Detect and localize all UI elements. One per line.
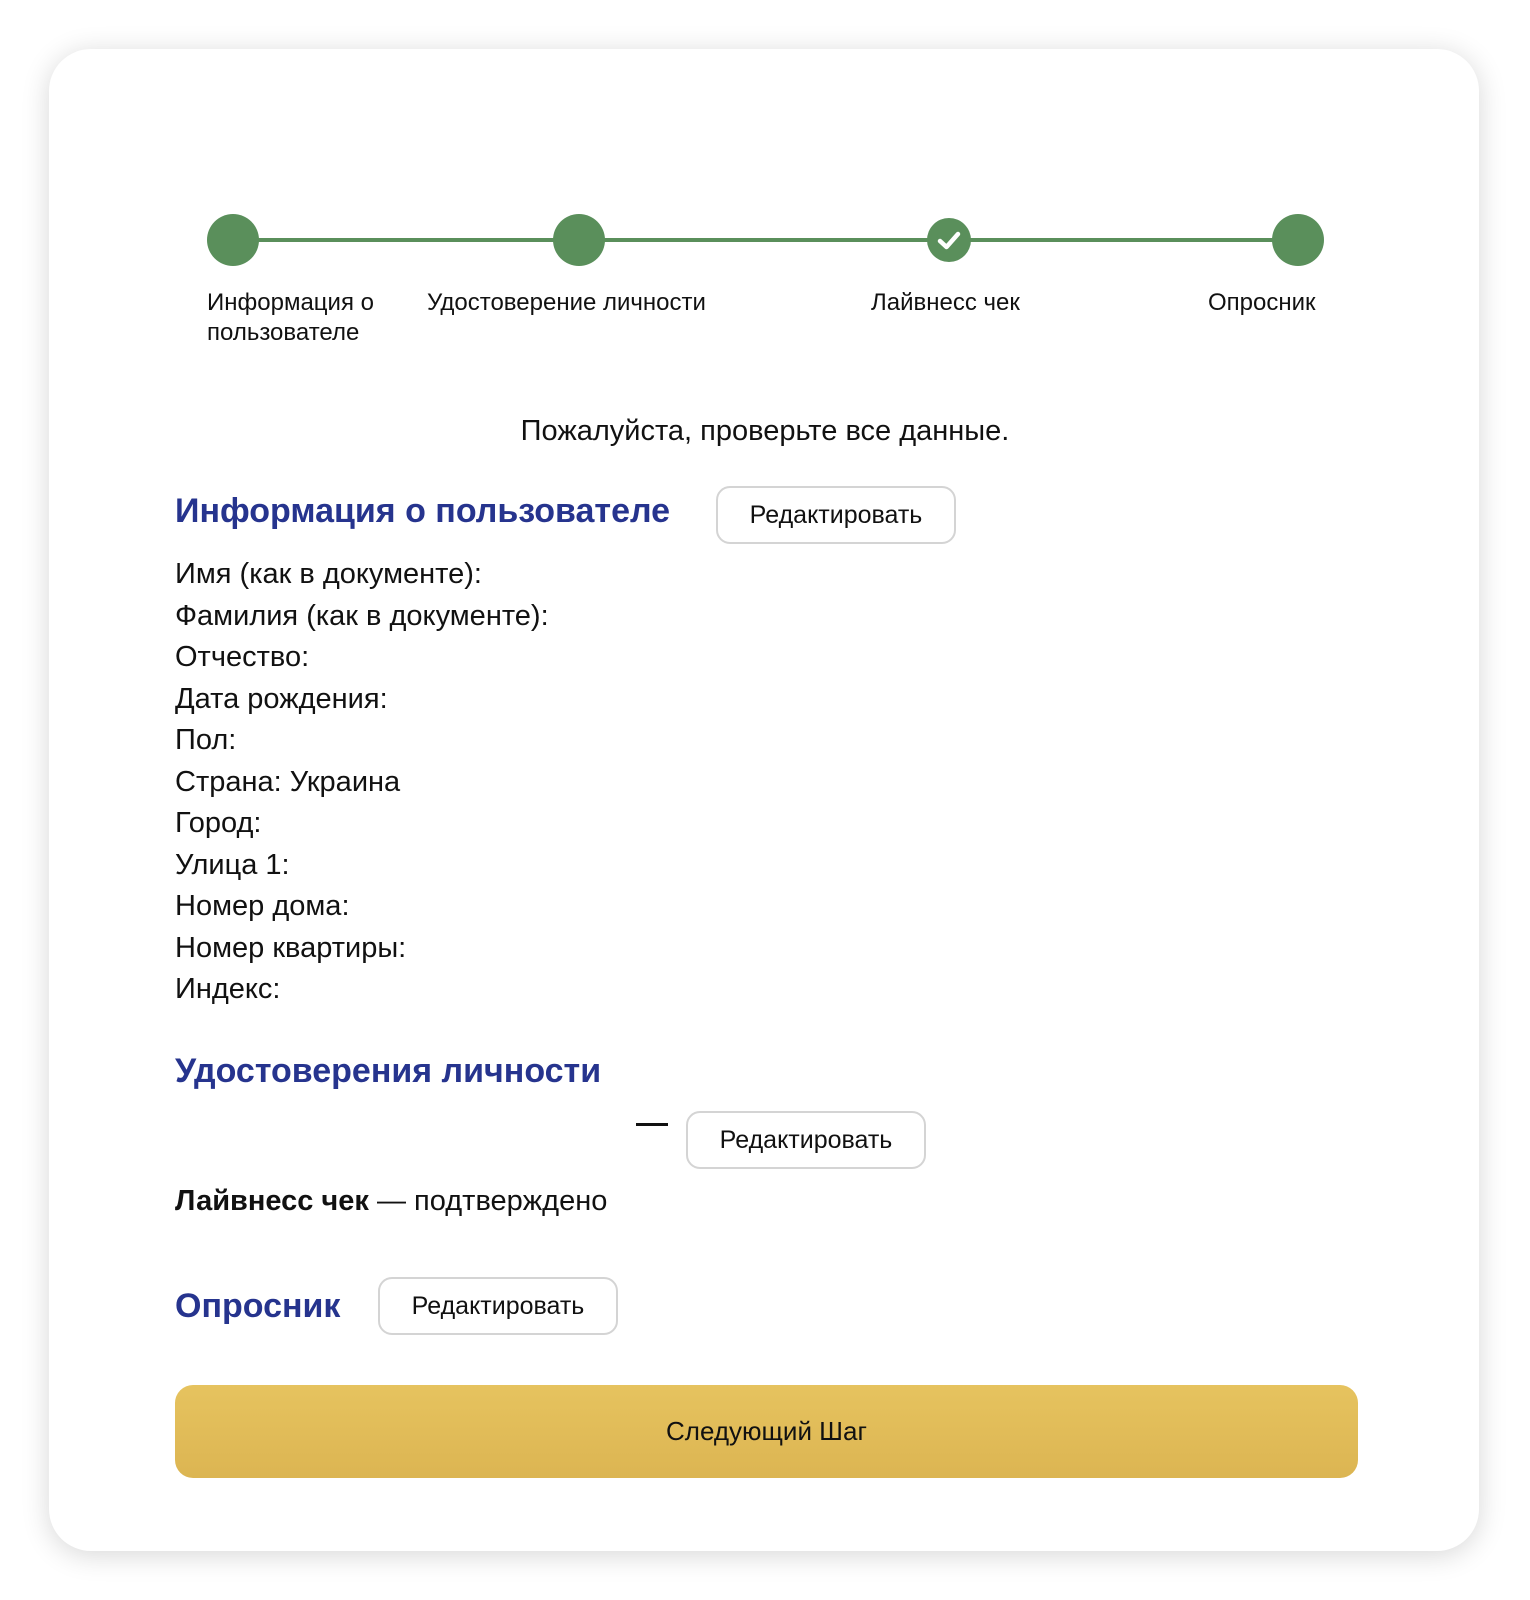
identity-title: Удостоверения личности	[175, 1052, 602, 1090]
field-value: Украина	[289, 765, 401, 798]
user-info-title: Информация о пользователе	[175, 492, 671, 530]
field-label: Дата рождения:	[175, 682, 388, 715]
user-info-fields	[175, 557, 549, 1014]
step-4-indicator	[1272, 214, 1324, 266]
user-info-field-row	[175, 972, 549, 1014]
field-label: Индекс:	[175, 973, 281, 1005]
edit-questionnaire-button[interactable]: Редактировать	[378, 1277, 618, 1335]
field-label: Номер дома:	[175, 890, 350, 922]
step-3-check-icon	[927, 218, 971, 262]
questionnaire-title: Опросник	[175, 1287, 341, 1325]
liveness-label: Лайвнесс чек	[175, 1185, 369, 1217]
stepper-line	[233, 238, 1298, 242]
field-label: Номер квартиры:	[175, 931, 407, 964]
user-info-field-row	[175, 848, 549, 890]
liveness-status	[175, 1185, 607, 1218]
field-label: Отчество:	[175, 641, 310, 673]
field-label: Страна:	[175, 765, 282, 798]
user-info-field-row	[175, 599, 549, 641]
user-info-field-row	[175, 765, 549, 807]
field-label: Город:	[175, 807, 262, 839]
user-info-field-row	[175, 931, 549, 973]
identity-empty-dash	[636, 1123, 668, 1126]
step-3-label: Лайвнесс чек	[871, 289, 1020, 316]
review-instruction: Пожалуйста, проверьте все данные.	[520, 415, 1010, 447]
edit-user-info-button[interactable]: Редактировать	[716, 486, 956, 544]
step-4-label: Опросник	[1208, 289, 1316, 316]
liveness-status-text: — подтверждено	[376, 1185, 608, 1217]
field-label: Имя (как в документе):	[175, 558, 482, 590]
user-info-field-row	[175, 806, 549, 848]
user-info-field-row	[175, 889, 549, 931]
next-step-button[interactable]: Следующий Шаг	[175, 1385, 1358, 1478]
field-label: Фамилия (как в документе):	[175, 599, 549, 632]
user-info-field-row	[175, 682, 549, 724]
edit-identity-button[interactable]: Редактировать	[686, 1111, 926, 1169]
step-2-label: Удостоверение личности	[427, 289, 706, 316]
step-1-label: Информация о пользователе	[207, 289, 374, 346]
user-info-field-row	[175, 723, 549, 765]
field-label: Пол:	[175, 724, 237, 756]
user-info-field-row	[175, 640, 549, 682]
user-info-field-row	[175, 557, 549, 599]
step-1-indicator	[207, 214, 259, 266]
field-label: Улица 1:	[175, 848, 290, 881]
step-2-indicator	[553, 214, 605, 266]
